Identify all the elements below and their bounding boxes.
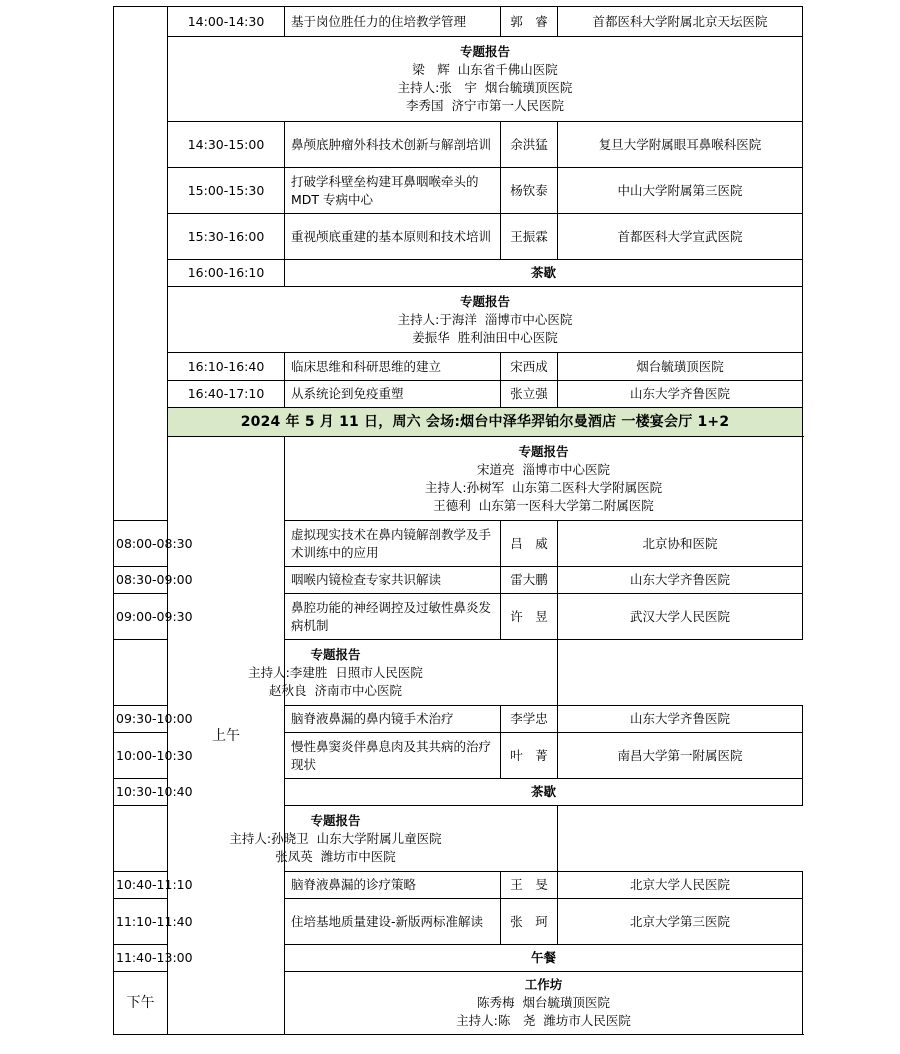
institution-cell: 北京协和医院 xyxy=(558,521,803,567)
break-row xyxy=(114,260,803,287)
block-row xyxy=(114,287,803,353)
time-cell: 10:30-10:40 xyxy=(114,779,168,806)
session-row xyxy=(114,353,803,381)
speaker-cell: 张立强 xyxy=(501,381,558,408)
topic-cell: 脑脊液鼻漏的诊疗策略 xyxy=(285,872,501,899)
day-header-row xyxy=(114,408,803,437)
block-line: 姜振华 胜利油田中心医院 xyxy=(412,329,558,345)
institution-cell: 首都医科大学附属北京天坛医院 xyxy=(558,7,803,37)
report-block xyxy=(285,437,803,521)
speaker-cell: 宋西成 xyxy=(501,353,558,381)
report-block xyxy=(168,37,803,122)
break-label: 茶歇 xyxy=(285,779,803,806)
session-row xyxy=(114,214,803,260)
institution-cell: 中山大学附属第三医院 xyxy=(558,168,803,214)
time-cell: 16:40-17:10 xyxy=(168,381,285,408)
speaker-cell: 余洪猛 xyxy=(501,122,558,168)
session-row xyxy=(114,381,803,408)
institution-cell: 山东大学齐鲁医院 xyxy=(558,381,803,408)
report-block xyxy=(114,806,558,872)
block-row xyxy=(114,806,803,872)
time-cell: 14:30-15:00 xyxy=(168,122,285,168)
block-line: 李秀国 济宁市第一人民医院 xyxy=(406,98,564,113)
time-cell: 15:00-15:30 xyxy=(168,168,285,214)
institution-cell: 南昌大学第一附属医院 xyxy=(558,733,803,779)
time-cell: 14:00-14:30 xyxy=(168,7,285,37)
session-row xyxy=(114,122,803,168)
block-title: 专题报告 xyxy=(518,443,569,459)
speaker-cell: 许 昱 xyxy=(501,594,558,640)
topic-cell: 临床思维和科研思维的建立 xyxy=(285,353,501,381)
break-label: 茶歇 xyxy=(285,260,803,287)
time-cell: 16:00-16:10 xyxy=(168,260,285,287)
institution-cell: 武汉大学人民医院 xyxy=(558,594,803,640)
block-line: 王德利 山东第一医科大学第二附属医院 xyxy=(433,497,654,513)
topic-cell: 脑脊液鼻漏的鼻内镜手术治疗 xyxy=(285,706,501,733)
time-cell: 08:30-09:00 xyxy=(114,567,168,594)
block-row xyxy=(114,640,803,706)
speaker-cell: 王振霖 xyxy=(501,214,558,260)
block-title: 专题报告 xyxy=(459,44,510,59)
schedule-table xyxy=(113,6,803,1035)
period-cell-morning: 上午 xyxy=(168,437,285,1035)
block-line: 赵秋良 济南市中心医院 xyxy=(269,682,402,698)
block-line: 陈秀梅 烟台毓璜顶医院 xyxy=(477,995,610,1010)
workshop-block xyxy=(285,972,803,1035)
time-cell: 16:10-16:40 xyxy=(168,353,285,381)
time-cell: 10:00-10:30 xyxy=(114,733,168,779)
block-line: 主持人:陈 尧 潍坊市人民医院 xyxy=(456,1013,631,1028)
institution-cell: 北京大学第三医院 xyxy=(558,899,803,945)
block-line: 梁 辉 山东省千佛山医院 xyxy=(412,62,558,77)
speaker-cell: 杨钦泰 xyxy=(501,168,558,214)
session-row xyxy=(114,168,803,214)
time-cell: 11:40-13:00 xyxy=(114,945,168,972)
block-row xyxy=(114,437,803,521)
report-block xyxy=(168,287,803,353)
break-label: 午餐 xyxy=(285,945,803,972)
block-line: 主持人:张 宇 烟台毓璜顶医院 xyxy=(397,80,573,95)
topic-cell: 鼻颅底肿瘤外科技术创新与解剖培训 xyxy=(285,122,501,168)
block-title: 专题报告 xyxy=(310,812,361,828)
time-cell: 15:30-16:00 xyxy=(168,214,285,260)
session-row xyxy=(114,7,803,37)
topic-cell: 虚拟现实技术在鼻内镜解剖教学及手术训练中的应用 xyxy=(285,521,501,567)
topic-cell: 重视颅底重建的基本原则和技术培训 xyxy=(285,214,501,260)
topic-cell: 基于岗位胜任力的住培教学管理 xyxy=(285,7,501,37)
block-title: 工作坊 xyxy=(524,977,563,992)
topic-cell: 从系统论到免疫重塑 xyxy=(285,381,501,408)
day-header: 2024 年 5 月 11 日，周六 会场:烟台中泽华羿铂尔曼酒店 一楼宴会厅 1+2 xyxy=(168,408,803,437)
topic-cell: 鼻腔功能的神经调控及过敏性鼻炎发病机制 xyxy=(285,594,501,640)
speaker-cell: 叶 菁 xyxy=(501,733,558,779)
time-cell: 10:40-11:10 xyxy=(114,872,168,899)
block-line: 张凤英 潍坊市中医院 xyxy=(275,848,396,864)
block-title: 专题报告 xyxy=(310,646,361,662)
speaker-cell: 李学忠 xyxy=(501,706,558,733)
speaker-cell: 郭 睿 xyxy=(501,7,558,37)
topic-cell: 打破学科壁垒构建耳鼻咽喉牵头的 MDT 专病中心 xyxy=(285,168,501,214)
speaker-cell: 吕 威 xyxy=(501,521,558,567)
block-line: 主持人:孙晓卫 山东大学附属儿童医院 xyxy=(229,830,442,846)
speaker-cell: 雷大鹏 xyxy=(501,567,558,594)
institution-cell: 首都医科大学宣武医院 xyxy=(558,214,803,260)
institution-cell: 北京大学人民医院 xyxy=(558,872,803,899)
block-row xyxy=(114,37,803,122)
time-cell: 09:00-09:30 xyxy=(114,594,168,640)
institution-cell: 复旦大学附属眼耳鼻喉科医院 xyxy=(558,122,803,168)
institution-cell: 山东大学齐鲁医院 xyxy=(558,706,803,733)
institution-cell: 烟台毓璜顶医院 xyxy=(558,353,803,381)
institution-cell: 山东大学齐鲁医院 xyxy=(558,567,803,594)
speaker-cell: 张 珂 xyxy=(501,899,558,945)
time-cell: 08:00-08:30 xyxy=(114,521,168,567)
speaker-cell: 王 旻 xyxy=(501,872,558,899)
time-cell: 09:30-10:00 xyxy=(114,706,168,733)
block-line: 宋道亮 淄博市中心医院 xyxy=(477,461,610,477)
block-line: 主持人:于海洋 淄博市中心医院 xyxy=(397,311,573,327)
topic-cell: 慢性鼻窦炎伴鼻息肉及其共病的治疗现状 xyxy=(285,733,501,779)
time-cell: 11:10-11:40 xyxy=(114,899,168,945)
topic-cell: 住培基地质量建设-新版两标准解读 xyxy=(285,899,501,945)
topic-cell: 咽喉内镜检查专家共识解读 xyxy=(285,567,501,594)
period-cell-afternoon: 下午 xyxy=(114,972,168,1035)
block-title: 专题报告 xyxy=(459,293,510,309)
block-line: 主持人:李建胜 日照市人民医院 xyxy=(248,664,423,680)
block-line: 主持人:孙树军 山东第二医科大学附属医院 xyxy=(424,479,663,495)
period-cell xyxy=(114,7,168,521)
report-block xyxy=(114,640,558,706)
